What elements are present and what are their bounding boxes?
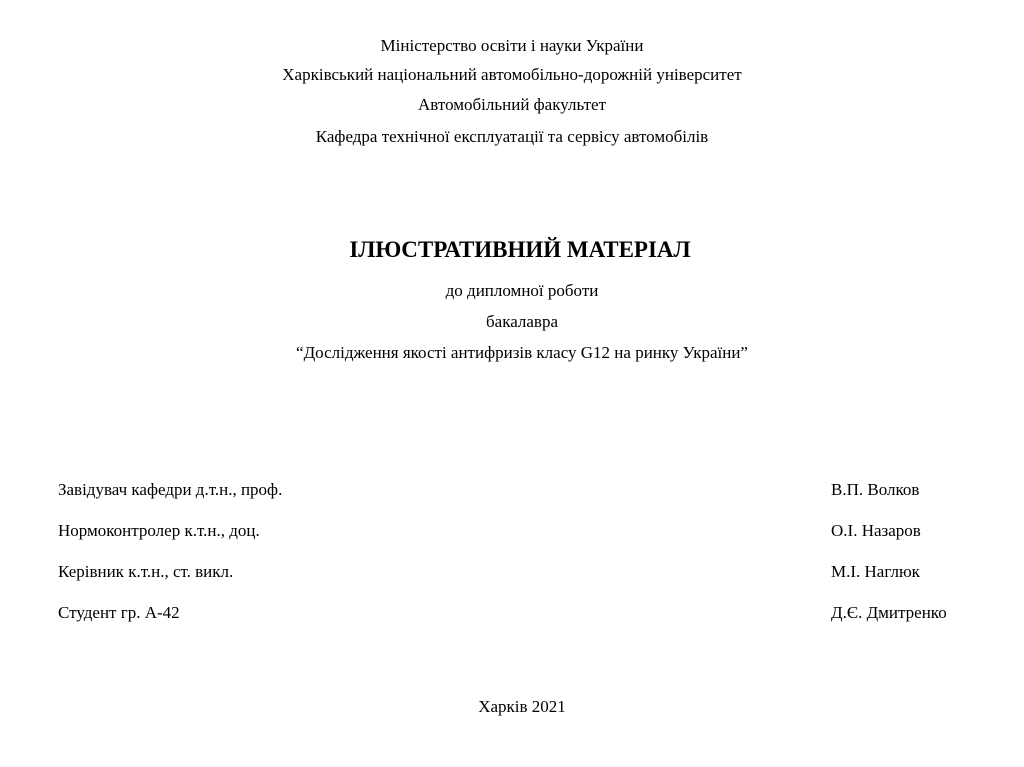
signature-name: М.І. Наглюк	[831, 562, 920, 581]
thesis-topic: “Дослідження якості антифризів класу G12 на ринку України”	[296, 343, 748, 362]
signature-role: Студент гр. А-42	[58, 603, 180, 622]
department-line: Кафедра технічної експлуатації та сервісу автомобілів	[315, 127, 709, 146]
faculty-line: Автомобільний факультет	[418, 95, 606, 114]
signature-name: В.П. Волков	[831, 480, 920, 499]
signature-name: О.І. Назаров	[831, 521, 921, 540]
university-line: Харківський національний автомобільно-дорожній університет	[282, 65, 742, 84]
subtitle-degree: бакалавра	[486, 312, 558, 331]
signature-name: Д.Є. Дмитренко	[831, 603, 947, 622]
ministry-line: Міністерство освіти і науки України	[380, 36, 644, 55]
city-year: Харків 2021	[478, 697, 566, 716]
signature-role: Нормоконтролер к.т.н., доц.	[58, 521, 260, 540]
document-title: ІЛЮСТРАТИВНИЙ МАТЕРІАЛ	[349, 237, 691, 262]
signature-role: Керівник к.т.н., ст. викл.	[58, 562, 234, 581]
signature-role: Завідувач кафедри д.т.н., проф.	[58, 480, 283, 499]
subtitle-diploma: до дипломної роботи	[445, 281, 599, 300]
